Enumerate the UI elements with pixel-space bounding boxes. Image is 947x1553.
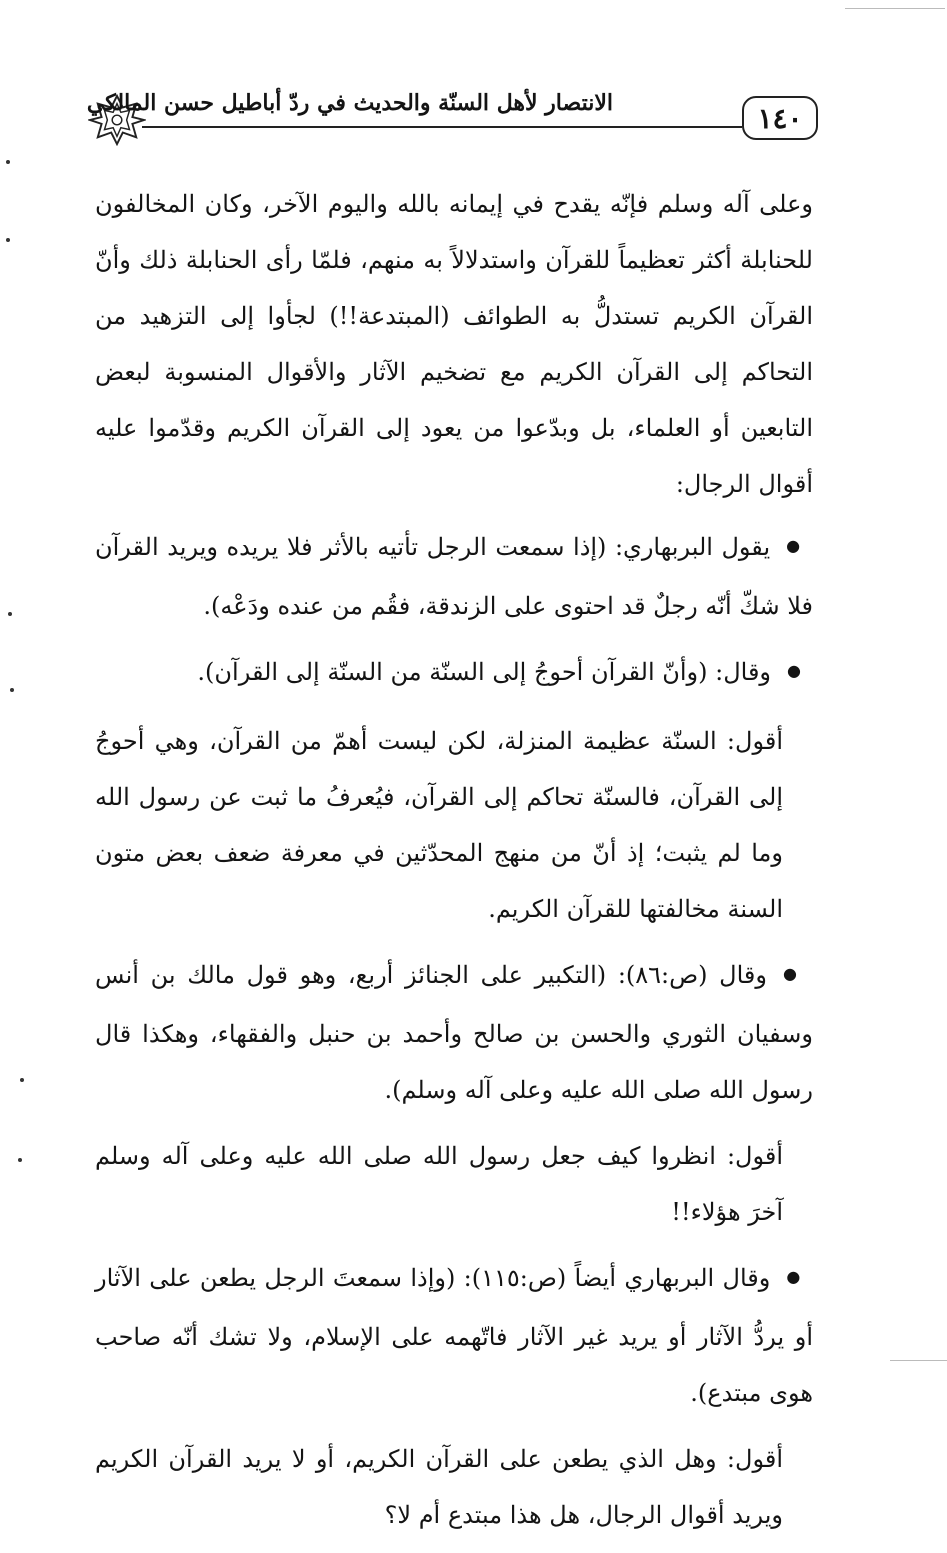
comment-paragraph-1: أقول: السنّة عظيمة المنزلة، لكن ليست أهمّ من القرآن، وهي أحوجُ إلى القرآن، فالسنّة تحاكم إلى القرآن، فيُعرفُ ما ثبت عن رسول الله وما لم يثبت؛ إذ أنّ من منهج المحدّثين في معرفة ضعف بعض متون السنة مخالفتها للقرآن الكريم. [95, 727, 783, 923]
page-body [95, 176, 813, 1553]
bullet-quote-4: ● وقال البربهاري أيضاً (ص:١١٥): (وإذا سمعتَ الرجل يطعن على الآثار أو يردُّ الآثار أو يريد غير الآثار فاتّهمه على الإسلام، ولا تشك أنّه صاحب هوى مبتدع). [95, 1250, 813, 1421]
quote-list-item [95, 644, 813, 703]
intro-paragraph: وعلى آله وسلم فإنّه يقدح في إيمانه بالله واليوم الآخر، وكان المخالفون للحنابلة أكثر تعظيماً للقرآن واستدلالاً به منهم، فلمّا رأى الحنابلة ذلك وأنّ القرآن الكريم تستدلُّ به الطوائف (المبتدعة!!) لجأوا إلى التزهيد من التحاكم إلى القرآن الكريم مع تضخيم الآثار والأقوال المنسوبة لبعض التابعين أو العلماء، بل وبدّعوا من يعود إلى القرآن الكريم وقدّموا عليه أقوال الرجال: [95, 190, 814, 498]
page-header [88, 86, 818, 156]
bullet-quote-3: ● وقال (ص:٨٦): (التكبير على الجنائز أربع، وهو قول مالك بن أنس وسفيان الثوري والحسن بن صالح وأحمد بن حنبل والفقهاء، وهكذا قال رسول الله صلى الله عليه وعلى آله وسلم). [95, 947, 813, 1118]
scan-speck [8, 612, 12, 616]
scan-speck [18, 1158, 22, 1162]
scan-speck [20, 1078, 24, 1082]
quote-list-item [95, 519, 813, 634]
bullet-quote-2: ● وقال: (وأنّ القرآن أحوجُ إلى السنّة من السنّة إلى القرآن). [95, 644, 813, 703]
quote-list-item [95, 947, 813, 1118]
header-rule [142, 126, 742, 128]
quote-list-item [95, 1250, 813, 1421]
bullet-quote-1: ● يقول البربهاري: (إذا سمعت الرجل تأتيه بالأثر فلا يريده ويريد القرآن فلا شكّ أنّه رجلٌ قد احتوى على الزندقة، فقُم من عنده ودَعْه). [95, 519, 813, 634]
page-number: ١٤٠ [742, 96, 818, 140]
scan-edge-line [890, 1360, 947, 1361]
running-title: الانتصار لأهل السنّة والحديث في ردّ أباطيل حسن المالكي [86, 90, 613, 116]
comment-paragraph-3: أقول: وهل الذي يطعن على القرآن الكريم، أو لا يريد القرآن الكريم ويريد أقوال الرجال، هل هذا مبتدع أم لا؟ [95, 1445, 783, 1529]
scan-speck [6, 238, 10, 242]
scan-speck [6, 160, 10, 164]
scan-speck [10, 688, 14, 692]
scan-edge-line [845, 8, 945, 9]
comment-paragraph-2: أقول: انظروا كيف جعل رسول الله صلى الله عليه وعلى آله وسلم آخرَ هؤلاء!! [95, 1142, 784, 1226]
